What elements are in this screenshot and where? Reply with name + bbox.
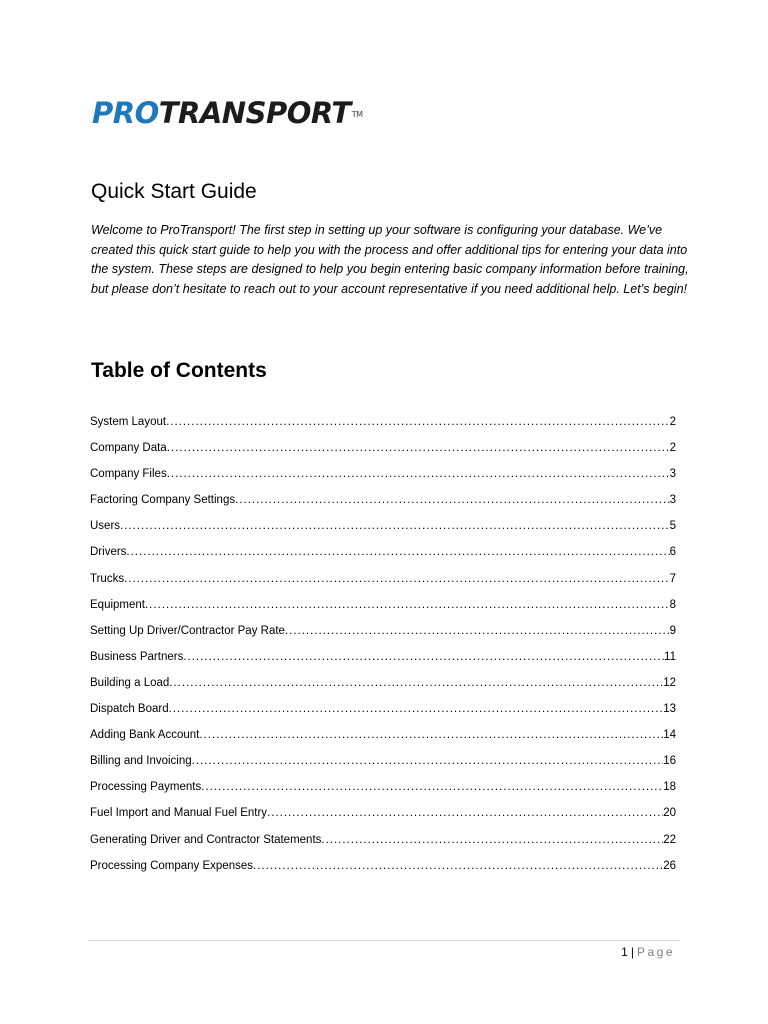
toc-entry-title: Billing and Invoicing bbox=[90, 755, 192, 768]
toc-entry-page: 3 bbox=[669, 468, 676, 481]
toc-entry-page: 8 bbox=[669, 598, 676, 611]
toc-entry-page: 2 bbox=[669, 442, 676, 455]
toc-entry[interactable] bbox=[90, 856, 676, 882]
toc-entry-page: 22 bbox=[663, 833, 676, 846]
toc-entry-title: Building a Load bbox=[90, 676, 170, 689]
toc-entry[interactable] bbox=[90, 830, 676, 856]
toc-heading: Table of Contents bbox=[91, 359, 267, 382]
logo-transport: TRANSPORT bbox=[158, 96, 351, 130]
toc-entry[interactable] bbox=[90, 438, 676, 464]
toc-entry-page: 14 bbox=[663, 729, 676, 742]
toc-entry-title: Adding Bank Account bbox=[90, 729, 200, 742]
toc-entry-page: 2 bbox=[669, 416, 676, 428]
toc-entry-title: Company Files bbox=[90, 468, 167, 481]
toc-entry[interactable] bbox=[90, 777, 676, 803]
toc-dot-leader bbox=[126, 542, 669, 562]
toc-dot-leader bbox=[253, 856, 663, 876]
toc-dot-leader bbox=[120, 516, 670, 536]
toc-entry[interactable] bbox=[90, 673, 676, 699]
toc-entry-title: Equipment bbox=[90, 598, 145, 611]
toc-entry[interactable] bbox=[90, 699, 676, 725]
toc-entry-title: Trucks bbox=[90, 572, 125, 585]
toc-entry-title: Drivers bbox=[90, 546, 127, 559]
toc-dot-leader bbox=[267, 803, 663, 823]
toc-entry[interactable] bbox=[90, 725, 676, 751]
footer-separator: | bbox=[630, 945, 634, 959]
toc-dot-leader bbox=[169, 673, 663, 693]
toc-entry-page: 6 bbox=[669, 546, 676, 559]
toc-entry-page: 18 bbox=[663, 781, 676, 794]
toc-dot-leader bbox=[199, 725, 663, 745]
toc-dot-leader bbox=[167, 464, 670, 484]
toc-entry[interactable] bbox=[90, 412, 676, 438]
toc-entry[interactable] bbox=[90, 751, 676, 777]
toc-entry-title: Users bbox=[90, 520, 121, 533]
page-footer bbox=[621, 943, 675, 961]
toc-dot-leader bbox=[235, 490, 669, 510]
toc-entry-title: Fuel Import and Manual Fuel Entry bbox=[90, 807, 268, 820]
toc-dot-leader bbox=[124, 569, 670, 589]
toc-entry-title: Company Data bbox=[90, 442, 167, 455]
toc-dot-leader bbox=[167, 438, 670, 458]
toc-entry[interactable] bbox=[90, 542, 676, 568]
toc-entry[interactable] bbox=[90, 803, 676, 829]
toc-entry[interactable] bbox=[90, 490, 676, 516]
toc-entry-page: 16 bbox=[663, 755, 676, 768]
toc-dot-leader bbox=[145, 595, 670, 615]
protransport-logo bbox=[92, 96, 362, 130]
logo-pro: PRO bbox=[92, 96, 159, 130]
toc-entry[interactable] bbox=[90, 516, 676, 542]
toc-entry-title: Setting Up Driver/Contractor Pay Rate bbox=[90, 624, 285, 637]
footer-divider bbox=[88, 940, 680, 941]
toc-dot-leader bbox=[321, 830, 663, 850]
toc-entry-title: Dispatch Board bbox=[90, 703, 169, 716]
logo-trademark: TM bbox=[351, 110, 363, 119]
page-word: Page bbox=[636, 945, 675, 959]
toc-dot-leader bbox=[169, 699, 664, 719]
toc-dot-leader bbox=[192, 751, 664, 771]
toc-entry-title: Generating Driver and Contractor Statements bbox=[90, 833, 322, 846]
intro-paragraph: Welcome to ProTransport! The first step in setting up your software is configuring your database. We’ve created this quick start guide to help you with the process and offer additional tips for entering your data into the system. These steps are designed to help you begin entering basic company information before training, but please don’t hesitate to reach out to your account representative if you need additional help. Let’s begin! bbox=[91, 223, 689, 296]
toc-entry[interactable] bbox=[90, 647, 676, 673]
toc-dot-leader bbox=[285, 621, 670, 641]
toc-entry-title: Factoring Company Settings bbox=[90, 494, 236, 507]
toc-entry-page: 13 bbox=[663, 703, 676, 716]
toc-dot-leader bbox=[201, 777, 663, 797]
toc-dot-leader bbox=[166, 412, 670, 432]
toc-entry-page: 11 bbox=[664, 650, 676, 663]
toc-entry-title: Business Partners bbox=[90, 650, 184, 663]
toc-entry-page: 3 bbox=[669, 494, 676, 507]
page-number: 1 bbox=[621, 945, 628, 959]
toc-entry[interactable] bbox=[90, 569, 676, 595]
toc-entry-title: System Layout bbox=[90, 416, 167, 428]
toc-entry-page: 9 bbox=[669, 624, 676, 637]
toc-entry-page: 7 bbox=[669, 572, 676, 585]
toc-dot-leader bbox=[183, 647, 664, 667]
toc-entry-page: 12 bbox=[663, 676, 676, 689]
toc-entry[interactable] bbox=[90, 595, 676, 621]
toc-entry[interactable] bbox=[90, 621, 676, 647]
toc-entry-page: 20 bbox=[663, 807, 676, 820]
toc-entry-page: 5 bbox=[669, 520, 676, 533]
toc-entry[interactable] bbox=[90, 464, 676, 490]
page-title: Quick Start Guide bbox=[91, 180, 257, 203]
toc-entry-page: 26 bbox=[663, 859, 676, 872]
toc-entry-title: Processing Payments bbox=[90, 781, 202, 794]
toc-entry-title: Processing Company Expenses bbox=[90, 859, 253, 872]
table-of-contents bbox=[90, 412, 676, 882]
